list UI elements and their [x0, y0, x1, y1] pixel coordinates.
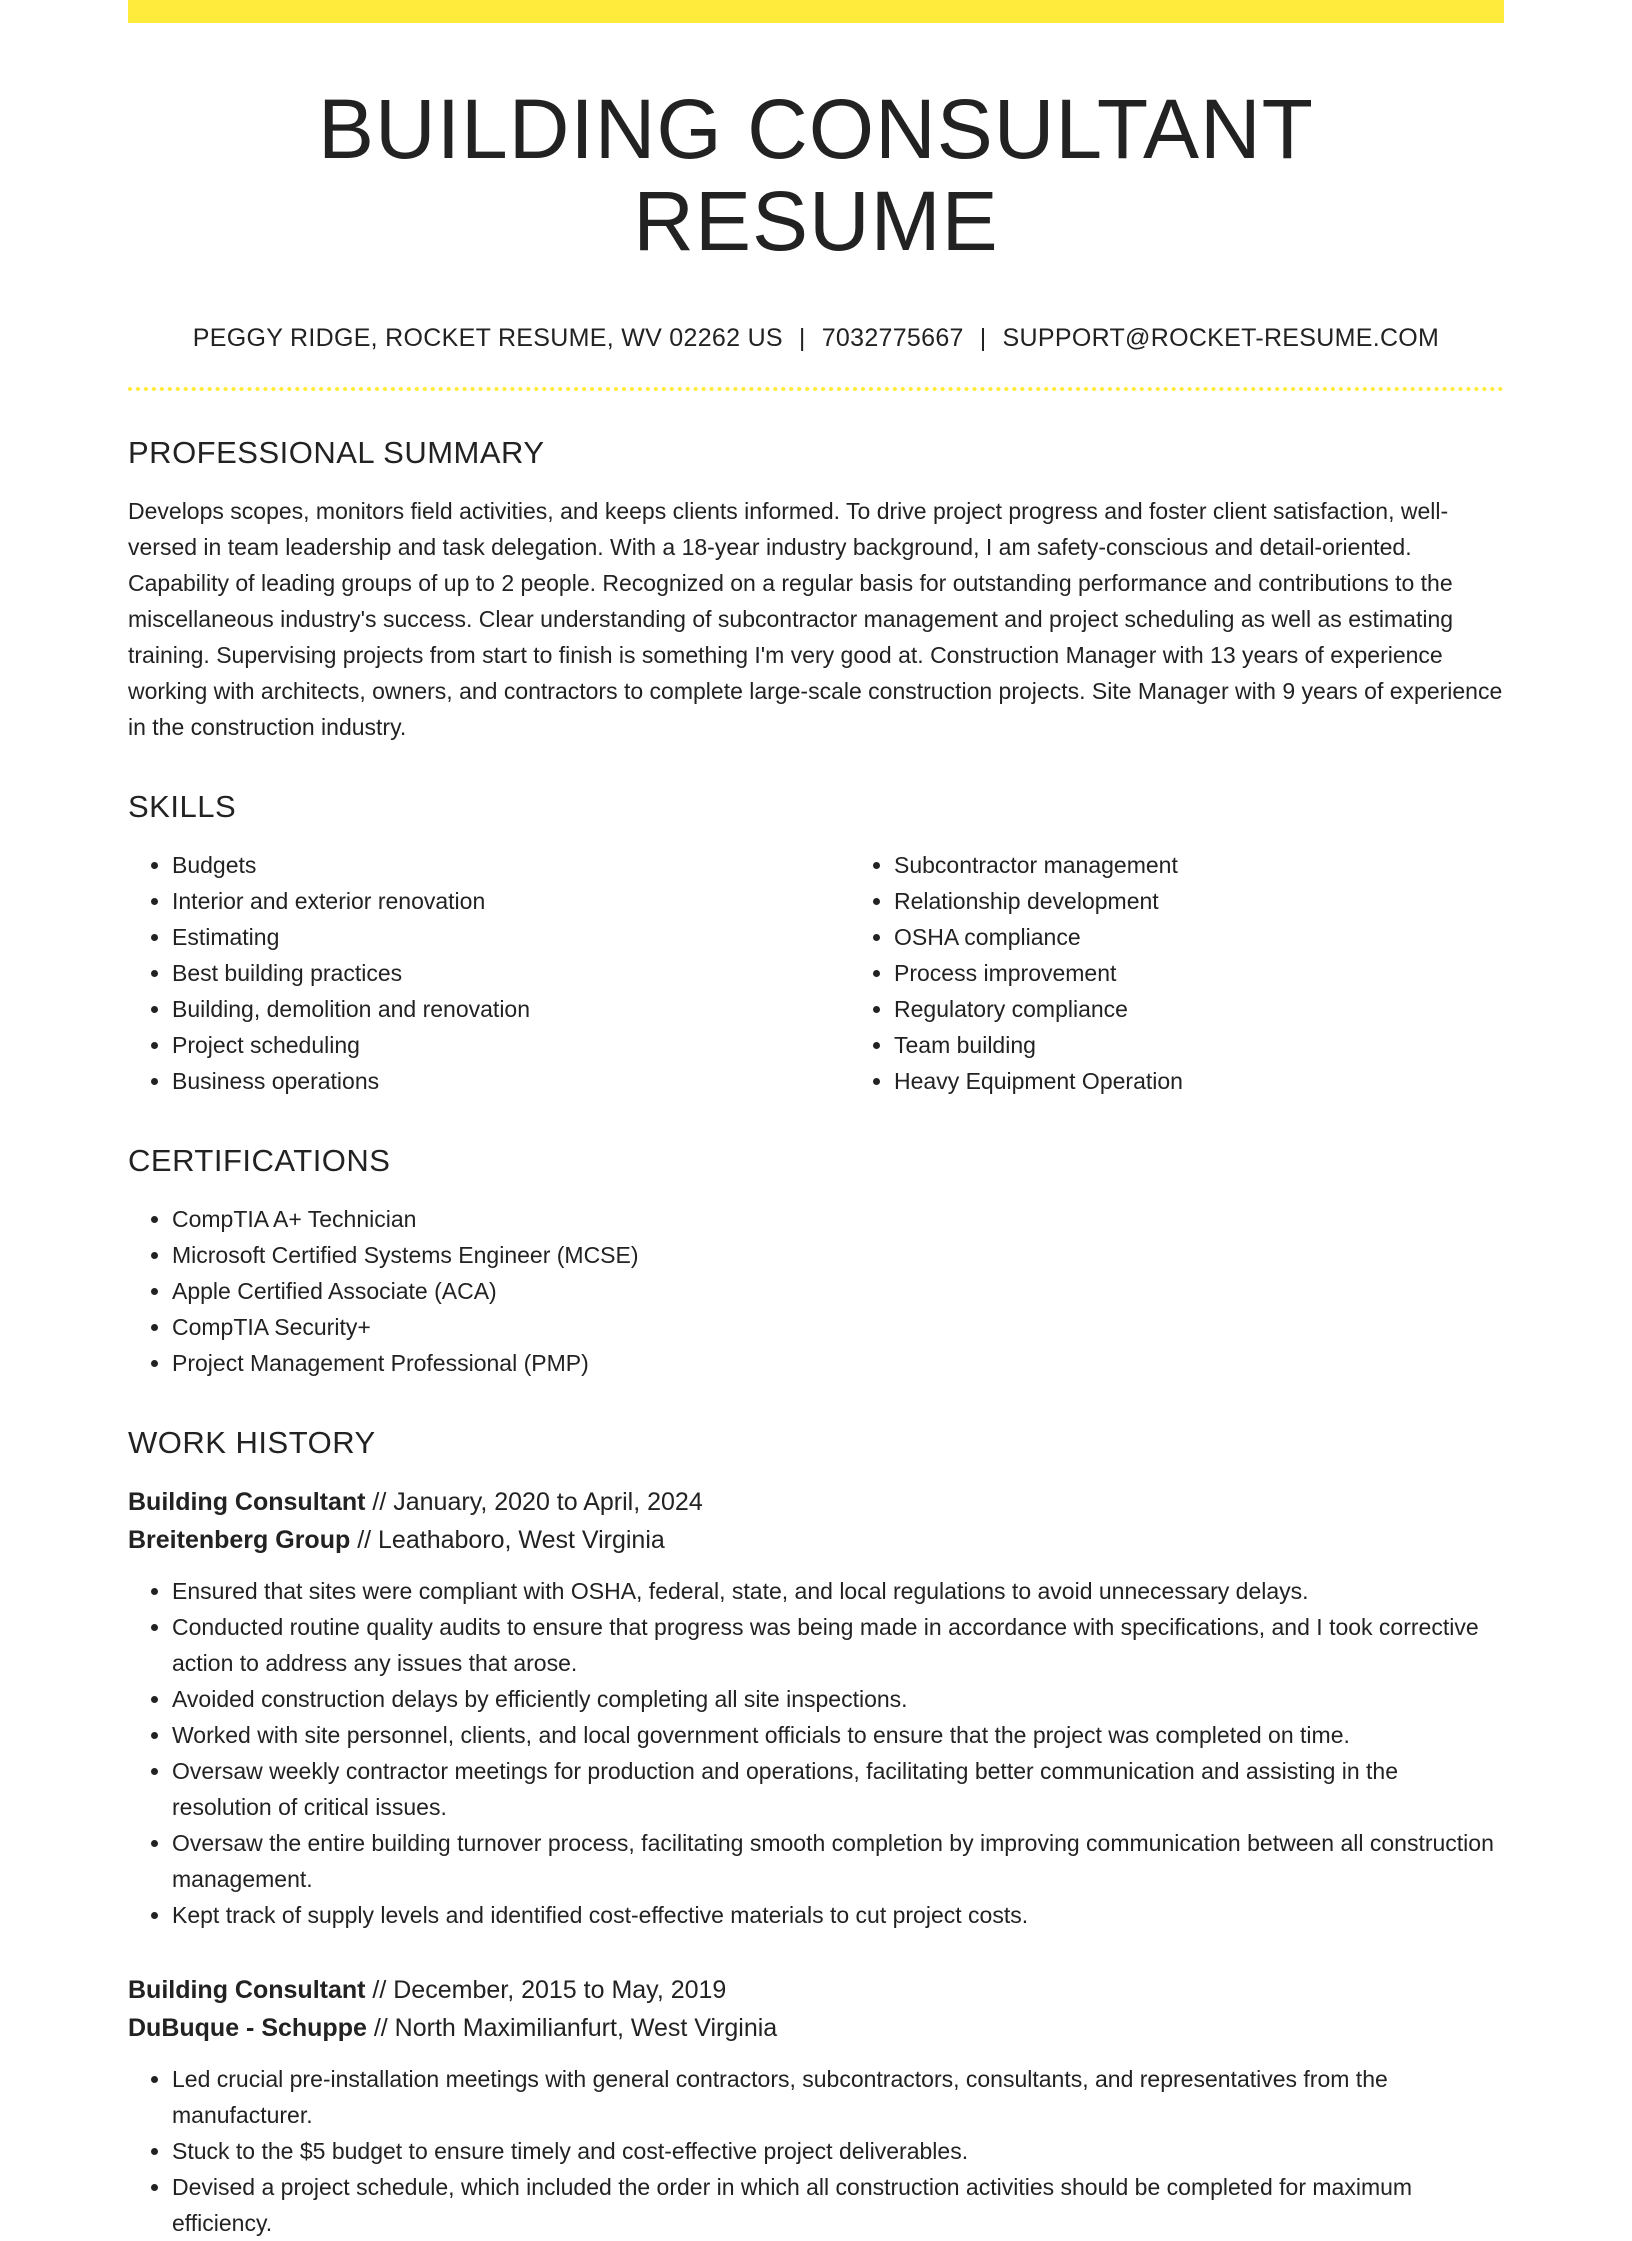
accent-top-bar — [128, 0, 1504, 23]
contact-line — [128, 324, 1504, 353]
contact-phone: 7032775667 — [821, 323, 964, 352]
job-bullet: • Oversaw weekly contractor meetings for production and operations, facilitating better communication and assisting in the resolution of critical issues. — [172, 1753, 1504, 1825]
job-entry — [128, 1971, 1504, 2241]
certification-item: • CompTIA Security+ — [172, 1309, 1504, 1345]
dotted-divider — [128, 387, 1504, 391]
summary-text: Develops scopes, monitors field activities, and keeps clients informed. To drive project progress and foster client satisfaction, well-versed in team leadership and task delegation. With a 18-year industry background, I am safety-conscious and detail-oriented. Capability of leading groups of up to 2 people. Recognized on a regular basis for outstanding performance and contributions to the miscellaneous industry's success. Clear understanding of subcontractor management and project scheduling as well as estimating training. Supervising projects from start to finish is something I'm very good at. Construction Manager with 13 years of experience working with architects, owners, and contractors to complete large-scale construction projects. Site Manager with 9 years of experience in the construction industry. — [128, 497, 1503, 740]
job-company-line — [128, 1521, 1504, 1559]
job-bullet: • Conducted routine quality audits to ensure that progress was being made in accordance with specifications, and I took corrective action to address any issues that arose. — [172, 1609, 1504, 1681]
job-entry — [128, 1483, 1504, 1933]
skills-list-right — [850, 847, 1572, 1099]
job-company-line — [128, 2009, 1504, 2047]
certification-item: • CompTIA A+ Technician — [172, 1201, 1504, 1237]
contact-separator: | — [979, 323, 987, 352]
job-bullet: • Ensured that sites were compliant with OSHA, federal, state, and local regulations to avoid unnecessary delays. — [172, 1573, 1504, 1609]
skill-item: • Subcontractor management — [894, 847, 1572, 883]
skills-list-left — [128, 847, 850, 1099]
job-bullet: • Kept track of supply levels and identified cost-effective materials to cut project costs. — [172, 1897, 1504, 1933]
skill-item: • Building, demolition and renovation — [172, 991, 850, 1027]
skill-item: • Relationship development — [894, 883, 1572, 919]
skill-item: • Team building — [894, 1027, 1572, 1063]
job-company: Breitenberg Group — [128, 1525, 351, 1554]
job-bullet: • Devised a project schedule, which included the order in which all construction activities should be completed for maximum efficiency. — [172, 2169, 1504, 2241]
skill-item: • Project scheduling — [172, 1027, 850, 1063]
certification-item: • Microsoft Certified Systems Engineer (MCSE) — [172, 1237, 1504, 1273]
job-bullets — [128, 2061, 1504, 2241]
job-title: Building Consultant — [128, 1975, 366, 2004]
skill-item: • Business operations — [172, 1063, 850, 1099]
job-bullet: • Stuck to the $5 budget to ensure timely and cost-effective project deliverables. — [172, 2133, 1504, 2169]
skill-item: • Process improvement — [894, 955, 1572, 991]
job-title: Building Consultant — [128, 1487, 366, 1516]
summary-heading: PROFESSIONAL SUMMARY — [128, 434, 545, 470]
job-dates: // January, 2020 to April, 2024 — [365, 1487, 703, 1516]
skill-item: • Best building practices — [172, 955, 850, 991]
certifications-list — [128, 1201, 1504, 1381]
job-bullet: • Led crucial pre-installation meetings with general contractors, subcontractors, consultants, and representatives from the manufacturer. — [172, 2061, 1504, 2133]
job-location: // Leathaboro, West Virginia — [350, 1525, 665, 1554]
contact-separator: | — [798, 323, 806, 352]
job-bullet: • Oversaw the entire building turnover process, facilitating smooth completion by improving communication between all construction management. — [172, 1825, 1504, 1897]
job-dates: // December, 2015 to May, 2019 — [365, 1975, 727, 2004]
job-title-line — [128, 1483, 1504, 1521]
skill-item: • Interior and exterior renovation — [172, 883, 850, 919]
skills-columns — [128, 847, 1504, 1099]
job-bullet: • Avoided construction delays by efficiently completing all site inspections. — [172, 1681, 1504, 1717]
skill-item: • Heavy Equipment Operation — [894, 1063, 1572, 1099]
resume-page — [128, 0, 1504, 2241]
certification-item: • Apple Certified Associate (ACA) — [172, 1273, 1504, 1309]
skills-heading: SKILLS — [128, 788, 237, 824]
job-title-line — [128, 1971, 1504, 2009]
certification-item: • Project Management Professional (PMP) — [172, 1345, 1504, 1381]
job-location: // North Maximilianfurt, West Virginia — [366, 2013, 778, 2042]
skill-item: • OSHA compliance — [894, 919, 1572, 955]
job-bullet: • Worked with site personnel, clients, and local government officials to ensure that the project was completed on time. — [172, 1717, 1504, 1753]
skill-item: • Estimating — [172, 919, 850, 955]
job-bullets — [128, 1573, 1504, 1933]
certifications-heading: CERTIFICATIONS — [128, 1142, 391, 1178]
page-title: BUILDING CONSULTANT RESUME — [318, 82, 1314, 269]
skill-item: • Regulatory compliance — [894, 991, 1572, 1027]
contact-address: PEGGY RIDGE, ROCKET RESUME, WV 02262 US — [192, 323, 783, 352]
skill-item: • Budgets — [172, 847, 850, 883]
work-history-heading: WORK HISTORY — [128, 1424, 376, 1460]
contact-email: SUPPORT@ROCKET-RESUME.COM — [1002, 323, 1440, 352]
job-company: DuBuque - Schuppe — [128, 2013, 367, 2042]
